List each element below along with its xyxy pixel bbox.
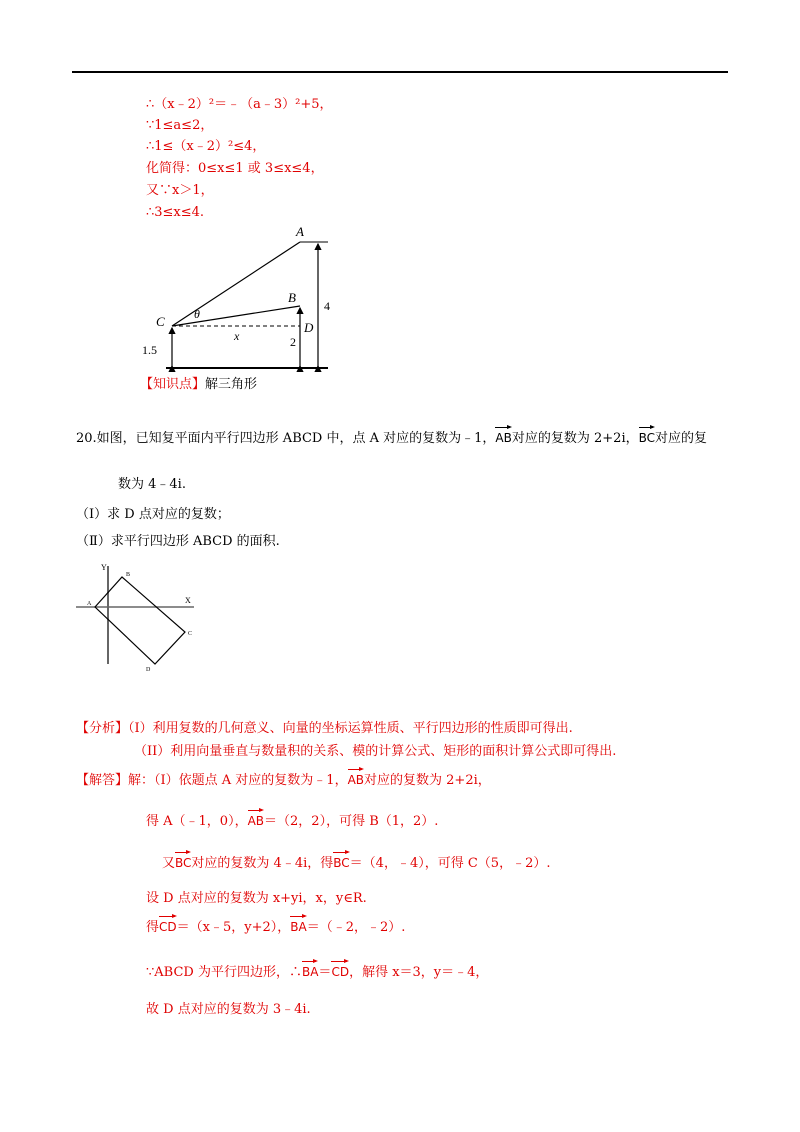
label-x: x [234,329,240,343]
answer-line-1 [76,767,491,790]
answer-line-6 [146,959,488,982]
answer-text: ＝（2，2），可得 B（1，2）. [264,814,439,829]
triangle-figure [140,222,340,374]
analysis-text: （I）利用复数的几何意义、向量的坐标运算性质、平行四边形的性质即可得出. [128,721,573,736]
point-label-D: D [146,667,151,673]
vector-AB: AB [495,425,511,447]
vector-BA: BA [290,914,306,936]
answer-text: 解：（Ⅰ）依题点 A 对应的复数为﹣1， [128,773,348,788]
point-label-A: A [87,601,92,607]
knowledge-point [140,376,257,394]
vector-BC: BC [333,850,349,872]
header-rule [72,71,728,73]
solution-line: ∴1≤（x﹣2）²≤4， [146,139,266,154]
answer-line-5 [146,914,405,937]
point-label-B: B [126,572,131,578]
axis-label-y: Y [101,563,107,572]
parallelogram-figure [72,560,202,680]
answer-tag: 【解答】 [76,773,129,788]
analysis-line-2: （II）利用向量垂直与数量积的关系、模的计算公式、矩形的面积计算公式即可得出. [134,744,617,759]
answer-line-7: 故 D 点对应的复数为 3﹣4i. [146,1002,311,1017]
problem-20-stem-line-1 [76,425,707,448]
answer-line-4: 设 D 点对应的复数为 x+yi，x，y∈R. [146,891,367,906]
answer-text: ＝（x﹣5，y+2）， [176,920,291,935]
vector-BC: BC [639,425,655,447]
label-B: B [288,290,296,305]
solution-line: 化简得：0≤x≤1 或 3≤x≤4， [146,161,324,176]
analysis-line-1 [76,720,573,738]
answer-text: 得 [146,920,160,935]
answer-text: ＝（﹣2，﹣2）. [306,920,406,935]
stem-text: 对应的复数为 2+2i， [511,431,639,446]
vector-AB: AB [248,808,264,830]
vector-CD: CD [331,959,349,981]
answer-text: ＝ [318,965,332,980]
label-dim-2: 2 [290,335,296,349]
answer-line-3 [162,850,550,873]
label-D: D [304,320,314,335]
axis-label-x: X [185,596,191,605]
vector-BC: BC [175,850,191,872]
answer-text: ，解得 x＝3，y＝﹣4， [349,965,489,980]
answer-text: ∵ABCD 为平行四边形，∴ [146,965,302,980]
solution-line: ∵1≤a≤2， [146,118,214,133]
knowledge-tag: 【知识点】 [140,377,206,392]
stem-text: 20.如图，已知复平面内平行四边形 ABCD 中，点 A 对应的复数为﹣1， [76,431,496,446]
solution-line: ∴3≤x≤4. [146,205,205,220]
stem-text: 对应的复 [655,431,708,446]
solution-line: ∴（x﹣2）²＝﹣（a﹣3）²+5， [146,97,333,112]
label-dim-1-5: 1.5 [142,343,157,357]
problem-20-stem-line-2: 数为 4﹣4i. [118,477,186,492]
point-label-C: C [188,631,193,637]
solution-line: 又∵x＞1， [146,183,214,198]
answer-text: 对应的复数为 2+2i， [364,773,491,788]
analysis-tag: 【分析】 [76,721,129,736]
label-C: C [156,314,165,329]
answer-text: 得 A（﹣1，0）， [146,814,248,829]
answer-text: 又 [162,856,176,871]
vector-AB: AB [348,767,364,789]
answer-line-2 [146,808,438,831]
knowledge-text: 解三角形 [205,377,258,392]
segment-CB [172,306,300,326]
vector-CD: CD [159,914,177,936]
answer-text: 对应的复数为 4﹣4i，得 [191,856,334,871]
label-theta: θ [194,307,200,321]
question-2: （Ⅱ）求平行四边形 ABCD 的面积. [76,534,280,549]
question-1: （Ⅰ）求 D 点对应的复数； [76,507,230,522]
vector-BA: BA [302,959,318,981]
label-A: A [296,224,304,239]
answer-text: ＝（4，﹣4），可得 C（5，﹣2）. [349,856,551,871]
segment-CA [172,242,300,326]
label-dim-4: 4 [324,299,330,313]
